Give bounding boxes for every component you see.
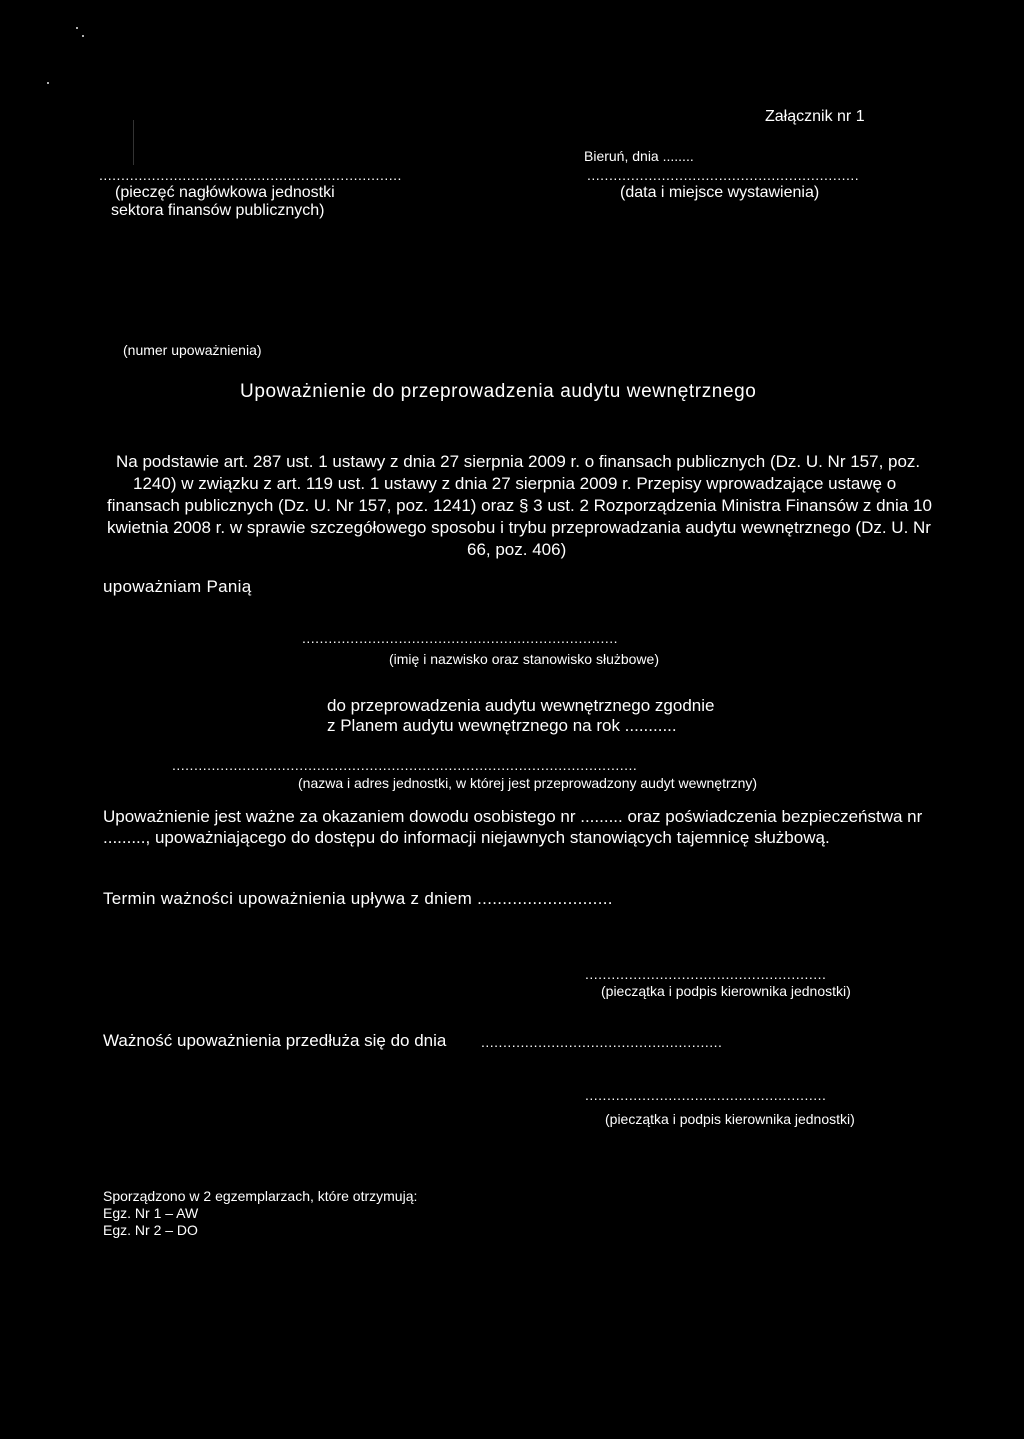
validity-line-2: ........., upoważniającego do dostępu do informacji niejawnych stanowiących tajemnicę służbową.	[103, 828, 830, 847]
scan-speck	[76, 27, 78, 29]
unit-line: ..........................................................................................................	[172, 757, 638, 773]
name-line: ........................................................................	[302, 630, 619, 646]
copies-note: Sporządzono w 2 egzemplarzach, które otrzymują:	[103, 1188, 418, 1204]
legal-basis-line: finansach publicznych (Dz. U. Nr 157, poz. 1241) oraz § 3 ust. 2 Rozporządzenia Ministra Finansów z dnia 10	[107, 496, 932, 515]
copy-recipient: Egz. Nr 2 – DO	[103, 1222, 198, 1238]
authorize-label: upoważniam Panią	[103, 577, 252, 596]
scan-line	[133, 120, 134, 165]
place-date: Bieruń, dnia ........	[584, 148, 694, 164]
page-title: Upoważnienie do przeprowadzenia audytu wewnętrznego	[240, 381, 757, 402]
date-label: (data i miejsce wystawienia)	[620, 184, 820, 201]
legal-basis-line: kwietnia 2008 r. w sprawie szczegółowego sposobu i trybu przeprowadzania audytu wewnętrznego (Dz. U. Nr	[107, 518, 931, 537]
signature-line-1: .......................................................	[585, 966, 827, 982]
purpose-line-2: z Planem audytu wewnętrznego na rok ...........	[327, 716, 677, 735]
stamp-label-1: (pieczęć nagłówkowa jednostki	[115, 184, 335, 201]
date-line: ..............................................................	[587, 167, 860, 183]
signature-label-2: (pieczątka i podpis kierownika jednostki)	[605, 1111, 855, 1127]
signature-label-1: (pieczątka i podpis kierownika jednostki)	[601, 983, 851, 999]
validity-line-1: Upoważnienie jest ważne za okazaniem dowodu osobistego nr ......... oraz poświadczenia bezpieczeństwa nr	[103, 807, 923, 826]
scan-speck	[47, 82, 49, 84]
scan-speck	[82, 35, 84, 37]
expiry-line: Termin ważności upoważnienia upływa z dniem ...........................	[103, 889, 613, 908]
extension-line: .......................................................	[481, 1034, 723, 1050]
number-label: (numer upoważnienia)	[123, 342, 262, 358]
stamp-line: .....................................................................	[99, 167, 402, 183]
legal-basis-line: 66, poz. 406)	[467, 540, 567, 559]
legal-basis-line: 1240) w związku z art. 119 ust. 1 ustawy z dnia 27 sierpnia 2009 r. Przepisy wprowadzające ustawę o	[133, 474, 897, 493]
annex-label: Załącznik nr 1	[765, 108, 865, 125]
unit-label: (nazwa i adres jednostki, w której jest przeprowadzony audyt wewnętrzny)	[298, 775, 758, 791]
signature-line-2: .......................................................	[585, 1087, 827, 1103]
legal-basis-line: Na podstawie art. 287 ust. 1 ustawy z dnia 27 sierpnia 2009 r. o finansach publicznych (Dz. U. Nr 157, poz.	[116, 452, 921, 471]
stamp-label-2: sektora finansów publicznych)	[111, 202, 325, 219]
copy-recipient: Egz. Nr 1 – AW	[103, 1205, 199, 1221]
purpose-line-1: do przeprowadzenia audytu wewnętrznego zgodnie	[327, 696, 715, 715]
name-label: (imię i nazwisko oraz stanowisko służbowe)	[389, 651, 659, 667]
extension-label: Ważność upoważnienia przedłuża się do dnia	[103, 1031, 447, 1050]
